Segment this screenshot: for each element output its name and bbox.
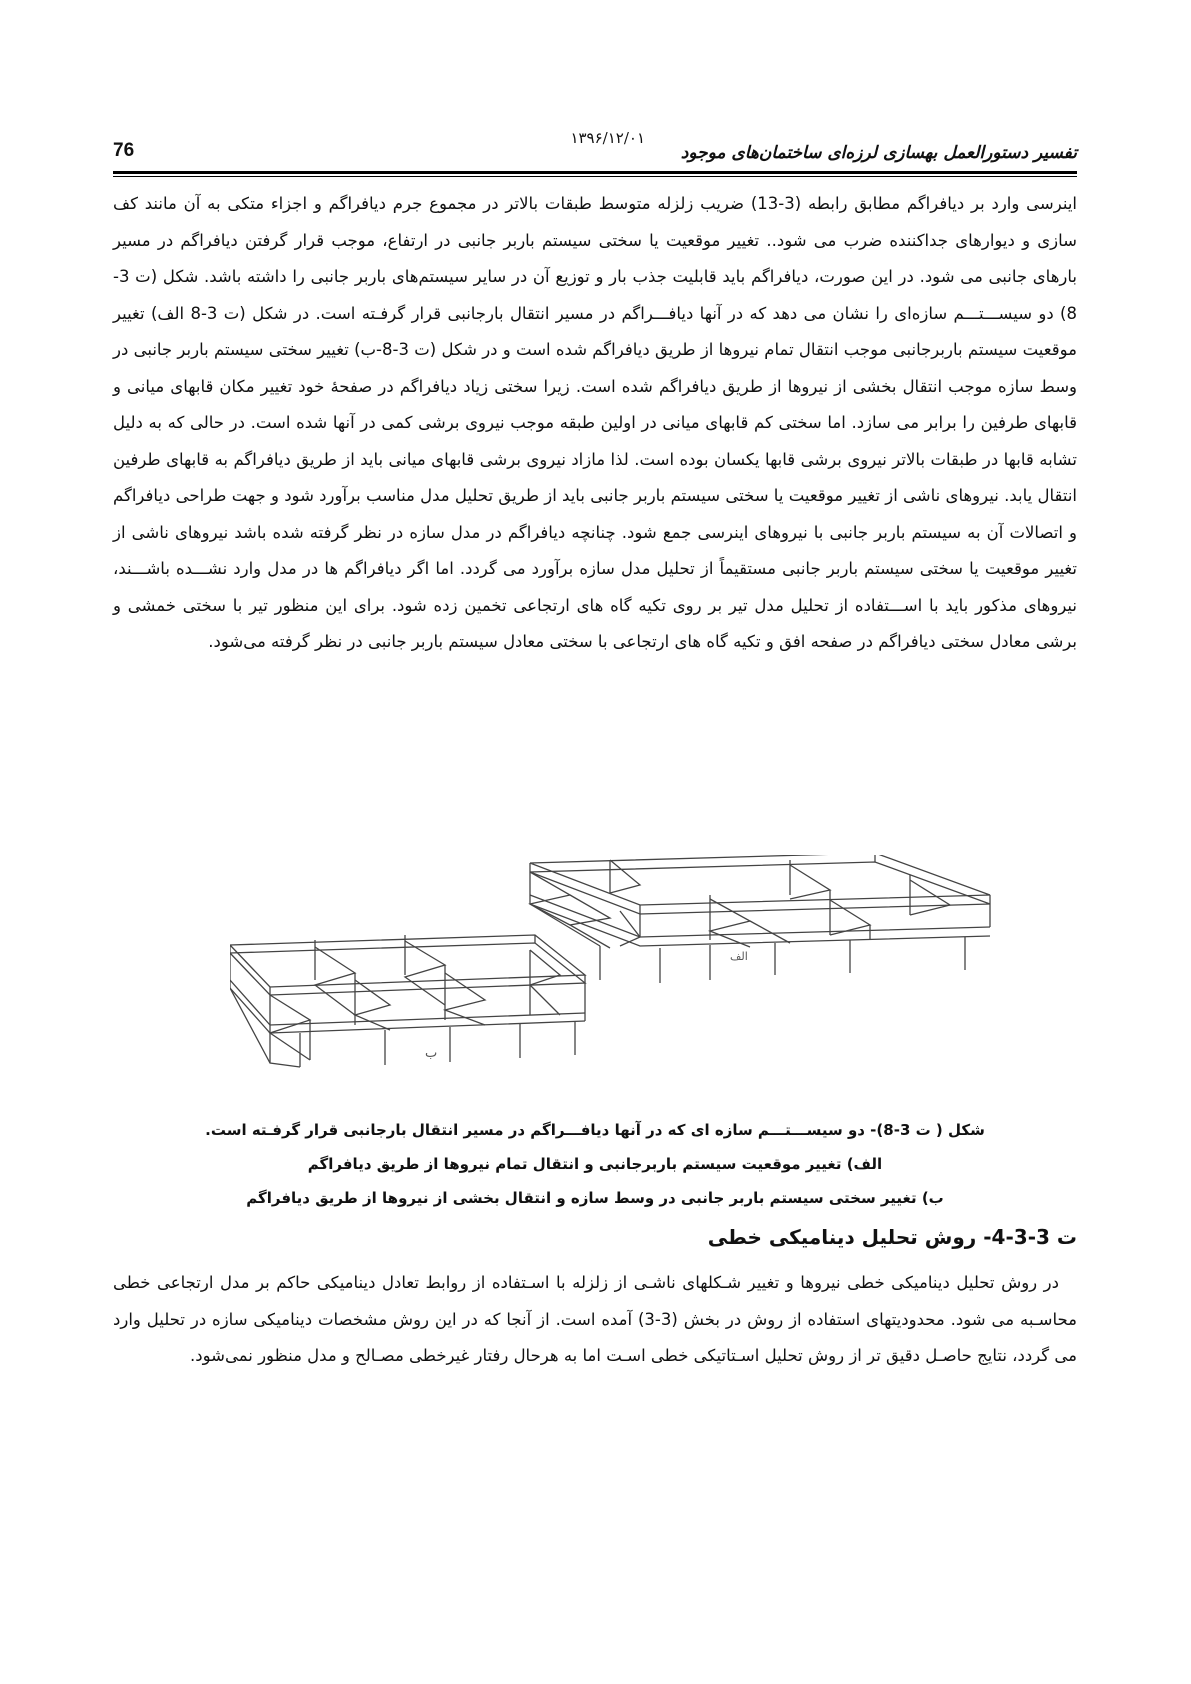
figure-caption-line-3: ب) تغییر سختی سیستم باربر جانبی در وسط سازه و انتقال بخشی از نیروها از طریق دیافراگم <box>246 1189 944 1207</box>
header-rule-thin <box>113 176 1077 177</box>
body-paragraph-2: در روش تحلیل دینامیکی خطی نیروها و تغییر شـکلهای ناشـی از زلزله با اسـتفاده از روابط تعادل دینامیکی حاکم بر مدل ارتجاعی خطی محاسـبه می شود. محدودیتهای استفاده از روش در بخش (3-3) آمده است. از آنجا که در این روش مشخصات دینامیکی سازه در تحلیل وارد می گردد، نتایج حاصـل دقیق تر از روش تحلیل اسـتاتیکی خطی اسـت اما به هرحال رفتار غیرخطی مصـالح و مدل منظور نمی‌شود. <box>113 1273 1077 1365</box>
frame-b <box>230 935 585 1067</box>
section-heading: ت 3-3-4- روش تحلیل دینامیکی خطی <box>707 1225 1077 1249</box>
page-header <box>113 120 1077 170</box>
page-number: 76 <box>113 140 135 161</box>
header-rule-thick <box>113 171 1077 174</box>
figure-caption-line-1: شکل ( ت 3-8)- دو سیســـتـــم سازه ای که در آنها دیافـــراگم در مسیر انتقال بارجانبی قرار گرفـته است. <box>205 1121 985 1139</box>
figure-caption-line-2: الف) تغییر موقعیت سیستم باربرجانبی و انتقال تمام نیروها از طریق دیافراگم <box>307 1155 883 1173</box>
label-a: الف <box>730 950 748 963</box>
running-title: تفسیر دستورالعمل بهسازی لرزه‌ای ساختمان‌های موجود <box>680 143 1077 163</box>
body-paragraph-1: اینرسی وارد بر دیافراگم مطابق رابطه (3-13) ضریب زلزله متوسط طبقات بالاتر در مجموع جرم دیافراگم و اجزاء متکی به آن مانند کف سازی و دیوارهای جداکننده ضرب می شود.. تغییر موقعیت یا سختی سیستم باربر جانبی در ارتفاع، موجب قرار گرفتن دیافراگم در مسیر بارهای جانبی می شود. در این صورت، دیافراگم باید قابلیت جذب بار و توزیع آن در سایر سیستم‌های باربر جانبی را داشته باشد. شکل (ت 3-8) دو سیســـتـــم سازه‌ای را نشان می دهد که در آنها دیافـــراگم در مسیر انتقال بارجانبی قرار گرفـته است. در شکل (ت 3-8 الف) تغییر موقعیت سیستم باربرجانبی موجب انتقال تمام نیروها از طریق دیافراگم شده است و در شکل (ت 3-8-ب) تغییر سختی سیستم باربر جانبی در وسط سازه موجب انتقال بخشی از نیروها از طریق دیافراگم شده است. زیرا سختی زیاد دیافراگم در صفحهٔ خود تغییر مکان قابهای میانی و قابهای طرفین را برابر می سازد. اما سختی کم قابهای میانی در اولین طبقه موجب نیروی برشی کمی در آنها شده است. در حالی که به دلیل تشابه قابها در طبقات بالاتر نیروی برشی قابها یکسان بوده است. لذا مازاد نیروی برشی قابهای میانی باید از طریق دیافراگم به قابهای طرفین انتقال یابد. نیروهای ناشی از تغییر موقعیت یا سختی سیستم باربر جانبی باید از طریق تحلیل مدل مناسب برآورد شود و جهت طراحی دیافراگم و اتصالات آن به سیستم باربر جانبی با نیروهای اینرسی جمع شود. چنانچه دیافراگم در مدل سازه در نظر گرفته شده باشد نیروهای ناشی از تغییر موقعیت یا سختی سیستم باربر جانبی مستقیماً از تحلیل مدل سازه برآورد می گردد. اما اگر دیافراگم ها در مدل وارد نشـــده باشـــند، نیروهای مذکور باید با اســـتفاده از تحلیل مدل تیر بر روی تکیه گاه های ارتجاعی تخمین زده شود. برای این منظور تیر با سختی خمشی و برشی معادل سختی دیافراگم در صفحه افق و تکیه گاه های ارتجاعی با سختی معادل سیستم باربر جانبی در نظر گرفته می‌شود. <box>113 194 1077 651</box>
label-b: ب <box>425 1046 438 1061</box>
frame-a <box>530 855 990 983</box>
header-date: ۱۳۹۶/۱۲/۰۱ <box>570 129 645 147</box>
